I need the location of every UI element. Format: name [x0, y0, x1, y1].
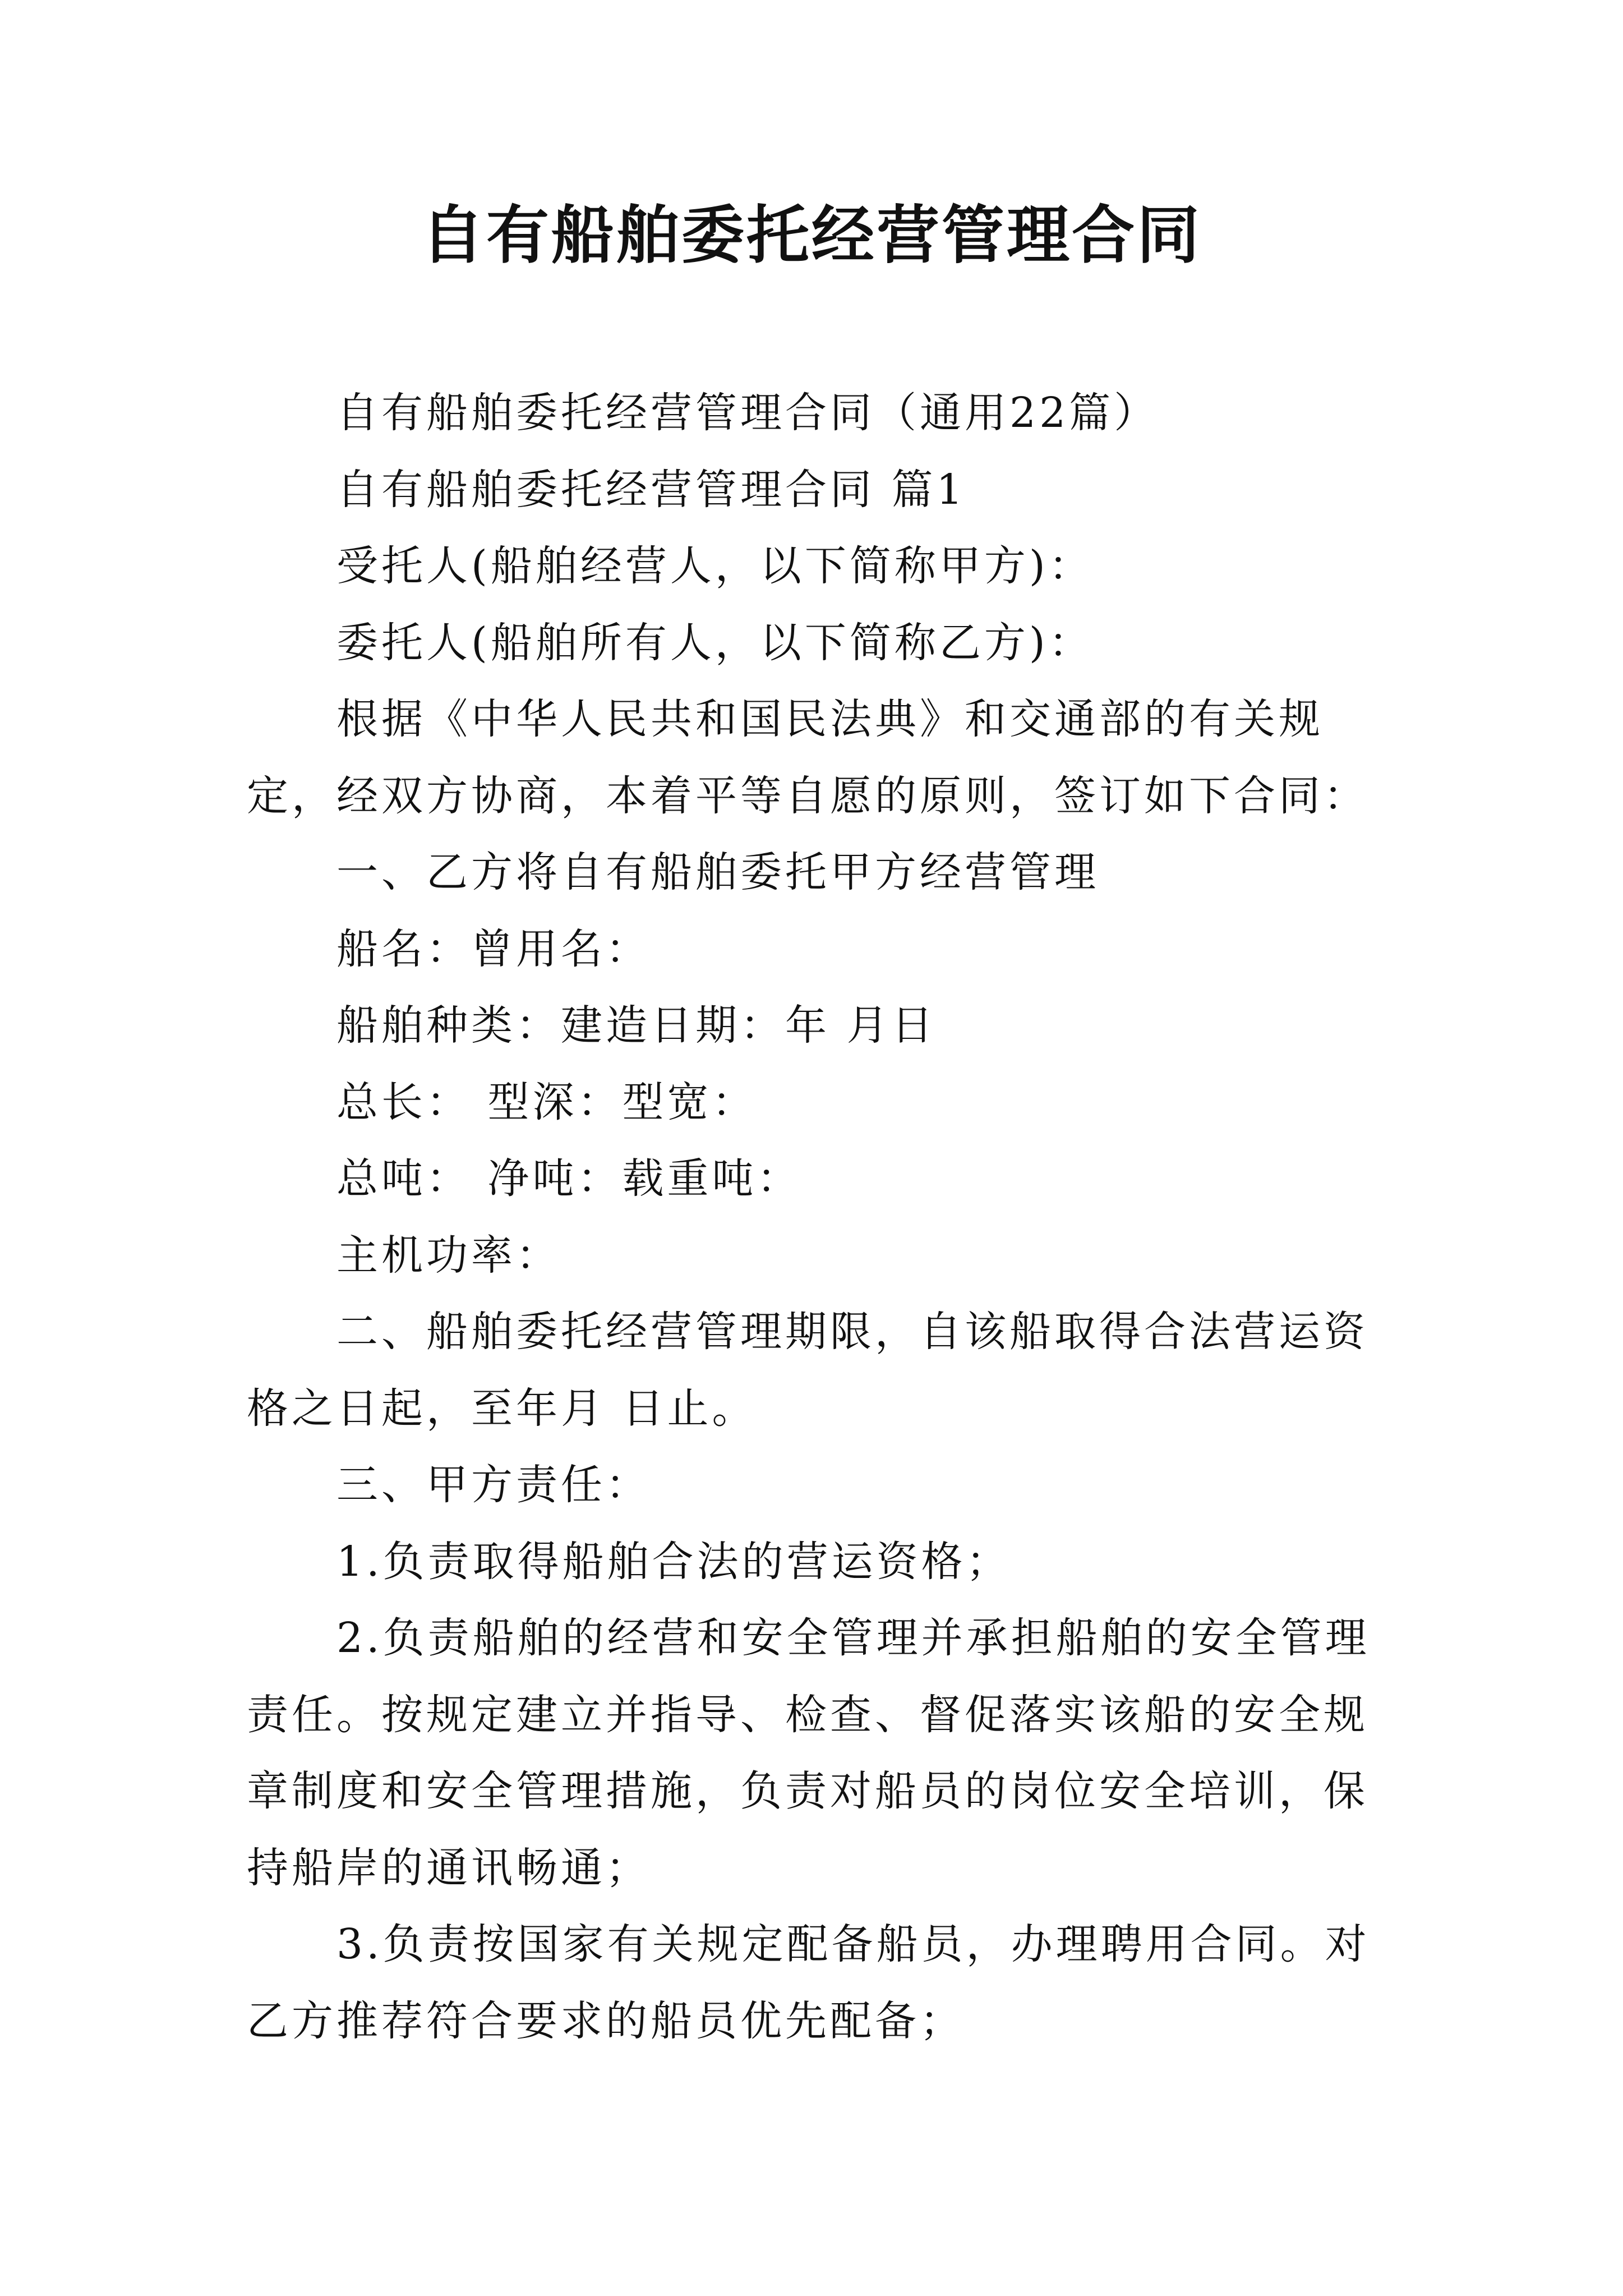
paragraph-ship-tonnage: 总吨： 净吨：载重吨：	[336, 1154, 802, 1203]
paragraph-section-heading: 自有船舶委托经营管理合同 篇1	[336, 465, 966, 514]
paragraph-preamble: 根据《中华人民共和国民法典》和交通部的有关规定，经双方协商，本着平等自愿的原则，签订如下合同：	[247, 695, 1368, 820]
paragraph-clause-2: 二、船舶委托经营管理期限，自该船取得合法营运资格之日起，至年月 日止。	[247, 1308, 1368, 1433]
paragraph-clause-1: 一、乙方将自有船舶委托甲方经营管理	[336, 848, 1099, 896]
document-title: 自有船舶委托经营管理合同	[421, 199, 1202, 272]
paragraph-party-a: 受托人(船舶经营人，以下简称甲方)：	[336, 542, 1094, 590]
paragraph-item-3: 3.负责按国家有关规定配备船员，办理聘用合同。对乙方推荐符合要求的船员优先配备；	[247, 1920, 1370, 2045]
paragraph-engine-power: 主机功率：	[336, 1231, 561, 1280]
paragraph-item-1: 1.负责取得船舶合法的营运资格；	[336, 1537, 1011, 1586]
paragraph-subtitle: 自有船舶委托经营管理合同（通用22篇）	[336, 389, 1159, 437]
paragraph-clause-3: 三、甲方责任：	[336, 1461, 651, 1509]
paragraph-item-2: 2.负责船舶的经营和安全管理并承担船舶的安全管理责任。按规定建立并指导、检查、督促落实该船的安全规章制度和安全管理措施，负责对船员的岗位安全培训，保持船岸的通讯畅通；	[247, 1614, 1370, 1892]
paragraph-party-b: 委托人(船舶所有人，以下简称乙方)：	[336, 618, 1094, 667]
paragraph-ship-dimensions: 总长： 型深：型宽：	[336, 1078, 757, 1126]
paragraph-ship-name: 船名：曾用名：	[336, 924, 651, 973]
paragraph-ship-type: 船舶种类：建造日期：年 月日	[336, 1001, 937, 1050]
document-body	[247, 375, 1396, 2059]
